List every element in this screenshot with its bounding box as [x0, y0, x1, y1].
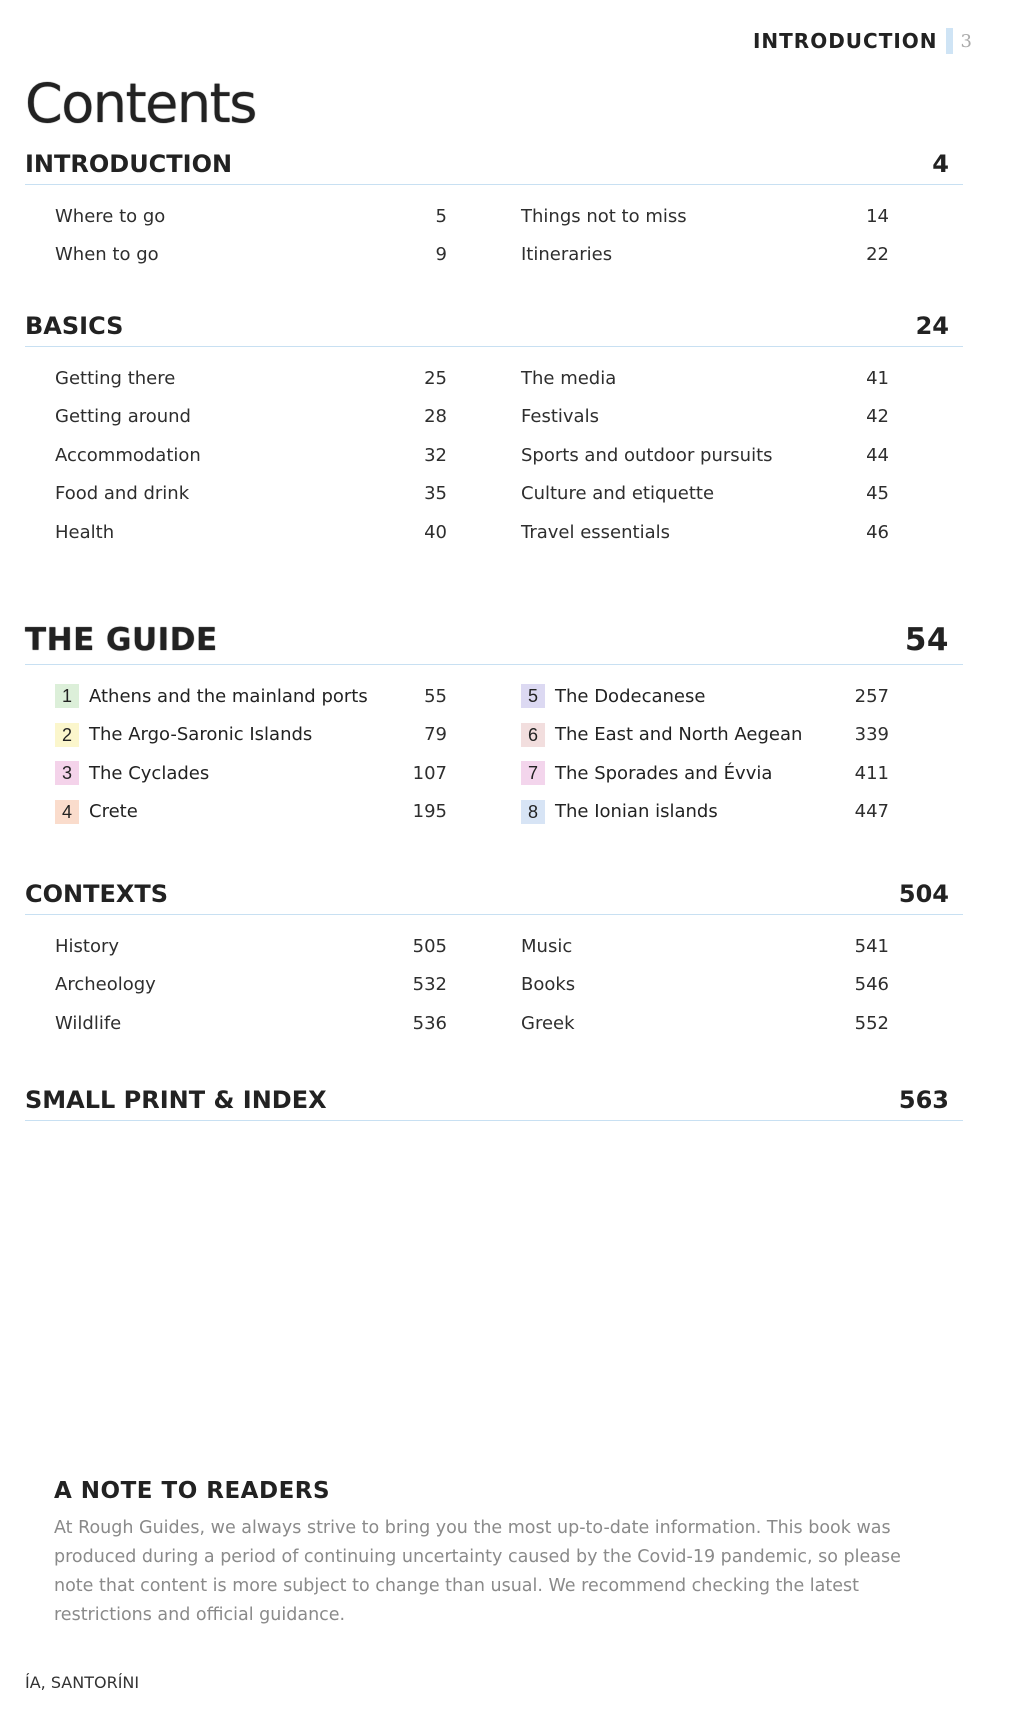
section-small-print	[25, 1086, 963, 1121]
toc-entry	[55, 398, 447, 437]
chapter-page: 55	[424, 685, 447, 707]
chapter-entry	[521, 754, 889, 793]
running-head-bar	[946, 28, 953, 54]
chapter-entry	[521, 677, 889, 716]
toc-entry-label: When to go	[55, 244, 159, 266]
toc-entry-page: 41	[866, 367, 889, 389]
chapter-page: 339	[854, 724, 889, 746]
chapter-title: Athens and the mainland ports	[89, 685, 368, 707]
toc-entry	[521, 475, 889, 514]
chapter-number-badge: 2	[55, 723, 79, 747]
toc-entry-label: Archeology	[55, 974, 156, 996]
toc-entry	[521, 398, 889, 437]
entries-right	[521, 359, 889, 552]
note-body: At Rough Guides, we always strive to bring you the most up-to-date information. This book was produced during a period of continuing uncertainty caused by the Covid-19 pandemic, so please note that content is more subject to change than usual. We recommend checking the latest restrictions and official guidance.	[54, 1518, 901, 1625]
chapter-page: 107	[412, 762, 447, 784]
toc-entry-label: Food and drink	[55, 483, 190, 505]
toc-entry-page: 546	[854, 974, 889, 996]
chapter-entry	[521, 716, 889, 755]
section-title: SMALL PRINT & INDEX	[25, 1086, 327, 1114]
chapter-title: The Cyclades	[89, 762, 210, 784]
toc-entry-label: Itineraries	[521, 244, 613, 266]
toc-entry-label: Things not to miss	[521, 205, 687, 227]
toc-entry-label: Getting there	[55, 367, 176, 389]
toc-entry-page: 5	[435, 205, 447, 227]
page-number: 3	[960, 30, 972, 52]
chapter-number-badge: 3	[55, 761, 79, 785]
toc-entry-page: 40	[424, 521, 447, 543]
toc-entry-label: Greek	[521, 1012, 575, 1034]
toc-entry-label: The media	[521, 367, 617, 389]
chapter-label	[521, 723, 802, 747]
chapter-title: The Argo-Saronic Islands	[89, 724, 313, 746]
chapter-title: Crete	[89, 801, 138, 823]
entries-left	[55, 197, 447, 274]
chapter-number-badge: 5	[521, 684, 545, 708]
note-title: A NOTE TO READERS	[54, 1478, 331, 1504]
section-page-number: 563	[898, 1086, 949, 1114]
section-header	[25, 312, 963, 347]
toc-entry	[55, 1004, 447, 1043]
toc-entry	[521, 1004, 889, 1043]
toc-entry-label: Festivals	[521, 406, 599, 428]
toc-entry	[55, 359, 447, 398]
chapter-title: The Sporades and Évvia	[555, 762, 773, 784]
toc-entry-page: 46	[866, 521, 889, 543]
chapters-right	[521, 677, 889, 831]
toc-entry-label: Wildlife	[55, 1012, 122, 1034]
chapter-entry	[521, 793, 889, 832]
toc-entry	[521, 197, 889, 236]
chapter-page: 257	[854, 685, 889, 707]
toc-entry-label: Health	[55, 521, 115, 543]
chapter-entry	[55, 716, 447, 755]
section-header	[25, 1086, 963, 1121]
toc-entry-label: Getting around	[55, 406, 191, 428]
toc-entry	[55, 197, 447, 236]
chapter-label	[55, 761, 209, 785]
toc-entry-page: 32	[424, 444, 447, 466]
toc-entry-label: Travel essentials	[521, 521, 671, 543]
toc-entry	[55, 513, 447, 552]
section-introduction	[25, 150, 963, 274]
chapter-title: The Ionian islands	[555, 801, 718, 823]
chapter-entry	[55, 677, 447, 716]
section-page-number: 504	[898, 880, 949, 908]
entries-right	[521, 197, 889, 274]
chapter-label	[521, 761, 772, 785]
chapter-title: The East and North Aegean	[555, 724, 803, 746]
section-title: INTRODUCTION	[25, 150, 233, 178]
toc-entry-page: 9	[435, 244, 447, 266]
toc-entry-page: 541	[854, 935, 889, 957]
chapter-number-badge: 6	[521, 723, 545, 747]
toc-entry-page: 44	[866, 444, 889, 466]
page-title: Contents	[25, 72, 256, 135]
toc-entry-page: 42	[866, 406, 889, 428]
toc-entry-label: Where to go	[55, 205, 166, 227]
toc-entry-page: 25	[424, 367, 447, 389]
section-basics	[25, 312, 963, 552]
toc-entry-label: Sports and outdoor pursuits	[521, 444, 773, 466]
section-title: THE GUIDE	[25, 622, 218, 658]
entries-left	[55, 359, 447, 552]
chapter-number-badge: 4	[55, 800, 79, 824]
toc-entry	[521, 966, 889, 1005]
section-header	[25, 622, 963, 665]
chapter-page: 79	[424, 724, 447, 746]
running-head-label: INTRODUCTION	[752, 29, 938, 53]
entries-right	[521, 927, 889, 1043]
toc-entry-label: Music	[521, 935, 573, 957]
note-to-readers	[54, 1478, 924, 1630]
entries-left	[55, 927, 447, 1043]
toc-entry-label: Culture and etiquette	[521, 483, 715, 505]
toc-entry-page: 536	[412, 1012, 447, 1034]
running-head	[753, 28, 972, 54]
section-title: BASICS	[25, 312, 124, 340]
section-page-number: 24	[915, 312, 949, 340]
chapter-label	[55, 723, 312, 747]
section-the-guide	[25, 622, 963, 831]
section-page-number: 54	[904, 622, 949, 658]
toc-entry-page: 532	[412, 974, 447, 996]
toc-entry-label: Books	[521, 974, 576, 996]
chapter-label	[55, 684, 368, 708]
section-contexts	[25, 880, 963, 1043]
chapter-number-badge: 8	[521, 800, 545, 824]
chapter-title: The Dodecanese	[555, 685, 706, 707]
chapter-entry	[55, 754, 447, 793]
chapter-label	[521, 800, 718, 824]
toc-entry	[521, 359, 889, 398]
toc-entry	[521, 927, 889, 966]
toc-entry	[521, 236, 889, 275]
chapter-entry	[55, 793, 447, 832]
toc-entry	[521, 436, 889, 475]
chapter-page: 195	[412, 801, 447, 823]
chapter-number-badge: 1	[55, 684, 79, 708]
toc-entry-page: 505	[412, 935, 447, 957]
toc-entry-page: 45	[866, 483, 889, 505]
toc-entry	[55, 966, 447, 1005]
toc-entry	[55, 475, 447, 514]
chapter-label	[521, 684, 705, 708]
section-page-number: 4	[932, 150, 949, 178]
toc-entry-page: 22	[866, 244, 889, 266]
toc-entry-page: 14	[866, 205, 889, 227]
chapter-page: 411	[854, 762, 889, 784]
toc-entry-label: History	[55, 935, 120, 957]
photo-caption: ÍA, SANTORÍNI	[25, 1673, 140, 1692]
toc-entry	[521, 513, 889, 552]
section-header	[25, 880, 963, 915]
toc-entry-page: 552	[854, 1012, 889, 1034]
toc-entry	[55, 236, 447, 275]
toc-entry-label: Accommodation	[55, 444, 201, 466]
section-title: CONTEXTS	[25, 880, 169, 908]
toc-entry-page: 28	[424, 406, 447, 428]
toc-entry-page: 35	[424, 483, 447, 505]
chapter-page: 447	[854, 801, 889, 823]
chapter-number-badge: 7	[521, 761, 545, 785]
toc-entry	[55, 436, 447, 475]
toc-entry	[55, 927, 447, 966]
section-header	[25, 150, 963, 185]
chapter-label	[55, 800, 138, 824]
chapters-left	[55, 677, 447, 831]
